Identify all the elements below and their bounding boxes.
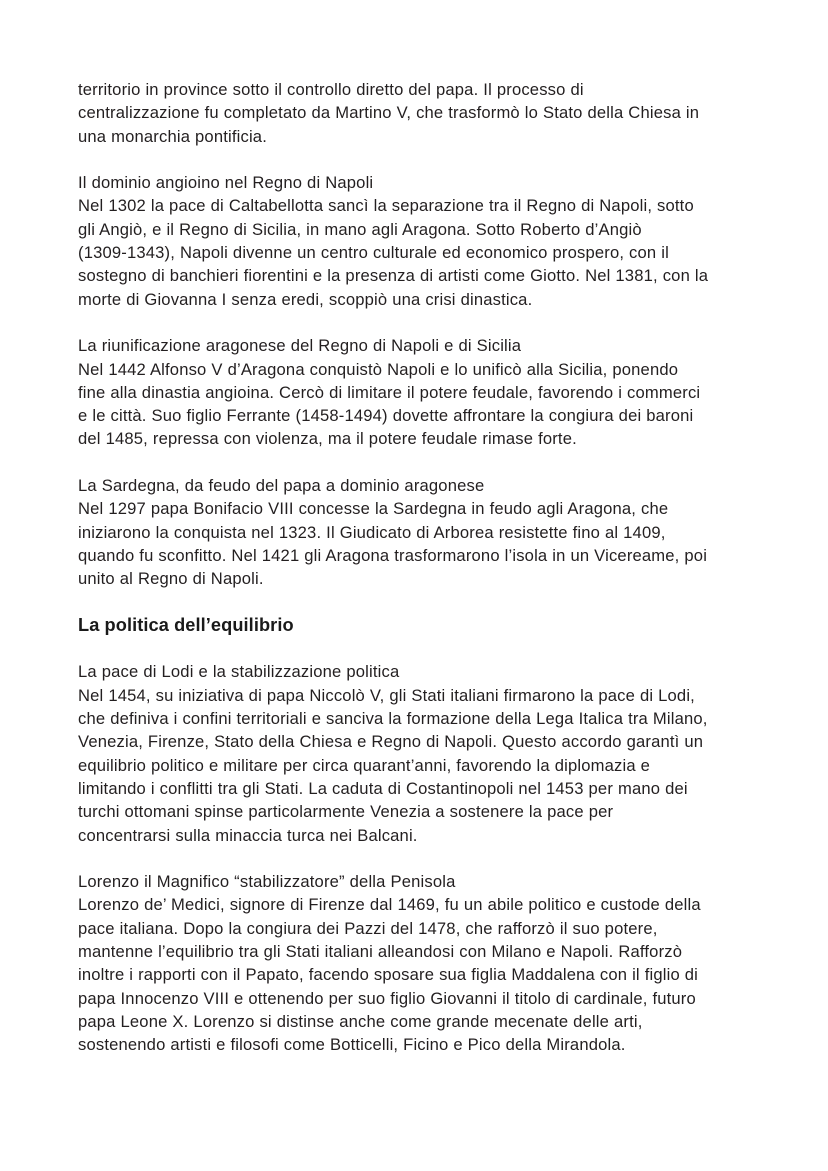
text-line: Venezia, Firenze, Stato della Chiesa e Regno di Napoli. Questo accordo garantì un	[78, 732, 704, 752]
text-line: fine alla dinastia angioina. Cercò di limitare il potere feudale, favorendo i commerci	[78, 382, 701, 402]
text-line: equilibrio politico e militare per circa quarant’anni, favorendo la diplomazia e	[78, 755, 651, 775]
text-line: Nel 1454, su iniziativa di papa Niccolò V, gli Stati italiani firmarono la pace di Lodi,	[78, 685, 695, 705]
text-line: unito al Regno di Napoli.	[78, 569, 264, 589]
text-line: limitando i conflitti tra gli Stati. La caduta di Costantinopoli nel 1453 per mano dei	[78, 778, 688, 798]
text-line: morte di Giovanna I senza eredi, scoppiò una crisi dinastica.	[78, 289, 533, 309]
text-line: Lorenzo il Magnifico “stabilizzatore” della Penisola	[78, 872, 456, 892]
text-line: Nel 1297 papa Bonifacio VIII concesse la Sardegna in feudo agli Aragona, che	[78, 499, 669, 519]
paragraph-dominio-angioino	[78, 171, 754, 311]
paragraph-riunificazione-aragonese	[78, 334, 754, 450]
text-line: sostegno di banchieri fiorentini e la presenza di artisti come Giotto. Nel 1381, con la	[78, 266, 709, 286]
text-line: papa Innocenzo VIII e ottenendo per suo figlio Giovanni il titolo di cardinale, futuro	[78, 988, 696, 1008]
text-line: del 1485, repressa con violenza, ma il potere feudale rimase forte.	[78, 429, 577, 449]
text-line: La Sardegna, da feudo del papa a dominio aragonese	[78, 476, 485, 496]
text-line: inoltre i rapporti con il Papato, facendo sposare sua figlia Maddalena con il figlio di	[78, 965, 699, 985]
paragraph-sardegna	[78, 474, 754, 590]
text-line: papa Leone X. Lorenzo si distinse anche come grande mecenate delle arti,	[78, 1011, 643, 1031]
text-line: Il dominio angioino nel Regno di Napoli	[78, 173, 374, 193]
text-line: Nel 1302 la pace di Caltabellotta sancì la separazione tra il Regno di Napoli, sotto	[78, 196, 694, 216]
text-line: e le città. Suo figlio Ferrante (1458-1494) dovette affrontare la congiura dei baroni	[78, 406, 694, 426]
text-line: Nel 1442 Alfonso V d’Aragona conquistò Napoli e lo unificò alla Sicilia, ponendo	[78, 359, 679, 379]
text-line: una monarchia pontificia.	[78, 126, 267, 146]
text-line: che definiva i confini territoriali e sanciva la formazione della Lega Italica tra Milano,	[78, 709, 708, 729]
document-text-body	[78, 78, 754, 1056]
text-line: (1309-1343), Napoli divenne un centro culturale ed economico prospero, con il	[78, 243, 669, 263]
paragraph-stato-chiesa	[78, 78, 754, 148]
text-line: concentrarsi sulla minaccia turca nei Balcani.	[78, 825, 418, 845]
section-heading-politica-equilibrio: La politica dell’equilibrio	[78, 614, 294, 635]
text-line: iniziarono la conquista nel 1323. Il Giudicato di Arborea resistette fino al 1409,	[78, 522, 666, 542]
text-line: sostenendo artisti e filosofi come Botticelli, Ficino e Pico della Mirandola.	[78, 1035, 626, 1055]
text-line: mantenne l’equilibrio tra gli Stati italiani alleandosi con Milano e Napoli. Rafforzò	[78, 941, 683, 961]
text-line: quando fu sconfitto. Nel 1421 gli Aragona trasformarono l’isola in un Vicereame, poi	[78, 545, 708, 565]
text-line: turchi ottomani spinse particolarmente Venezia a sostenere la pace per	[78, 802, 614, 822]
text-line: centralizzazione fu completato da Martino V, che trasformò lo Stato della Chiesa in	[78, 103, 700, 123]
paragraph-pace-di-lodi	[78, 660, 754, 846]
text-line: La riunificazione aragonese del Regno di Napoli e di Sicilia	[78, 336, 522, 356]
text-line: territorio in province sotto il controllo diretto del papa. Il processo di	[78, 80, 584, 99]
paragraph-lorenzo-magnifico	[78, 870, 754, 1056]
text-line: gli Angiò, e il Regno di Sicilia, in mano agli Aragona. Sotto Roberto d’Angiò	[78, 219, 642, 239]
text-line: pace italiana. Dopo la congiura dei Pazzi del 1478, che rafforzò il suo potere,	[78, 918, 658, 938]
text-line: Lorenzo de’ Medici, signore di Firenze dal 1469, fu un abile politico e custode della	[78, 895, 701, 915]
text-line: La pace di Lodi e la stabilizzazione politica	[78, 662, 400, 682]
